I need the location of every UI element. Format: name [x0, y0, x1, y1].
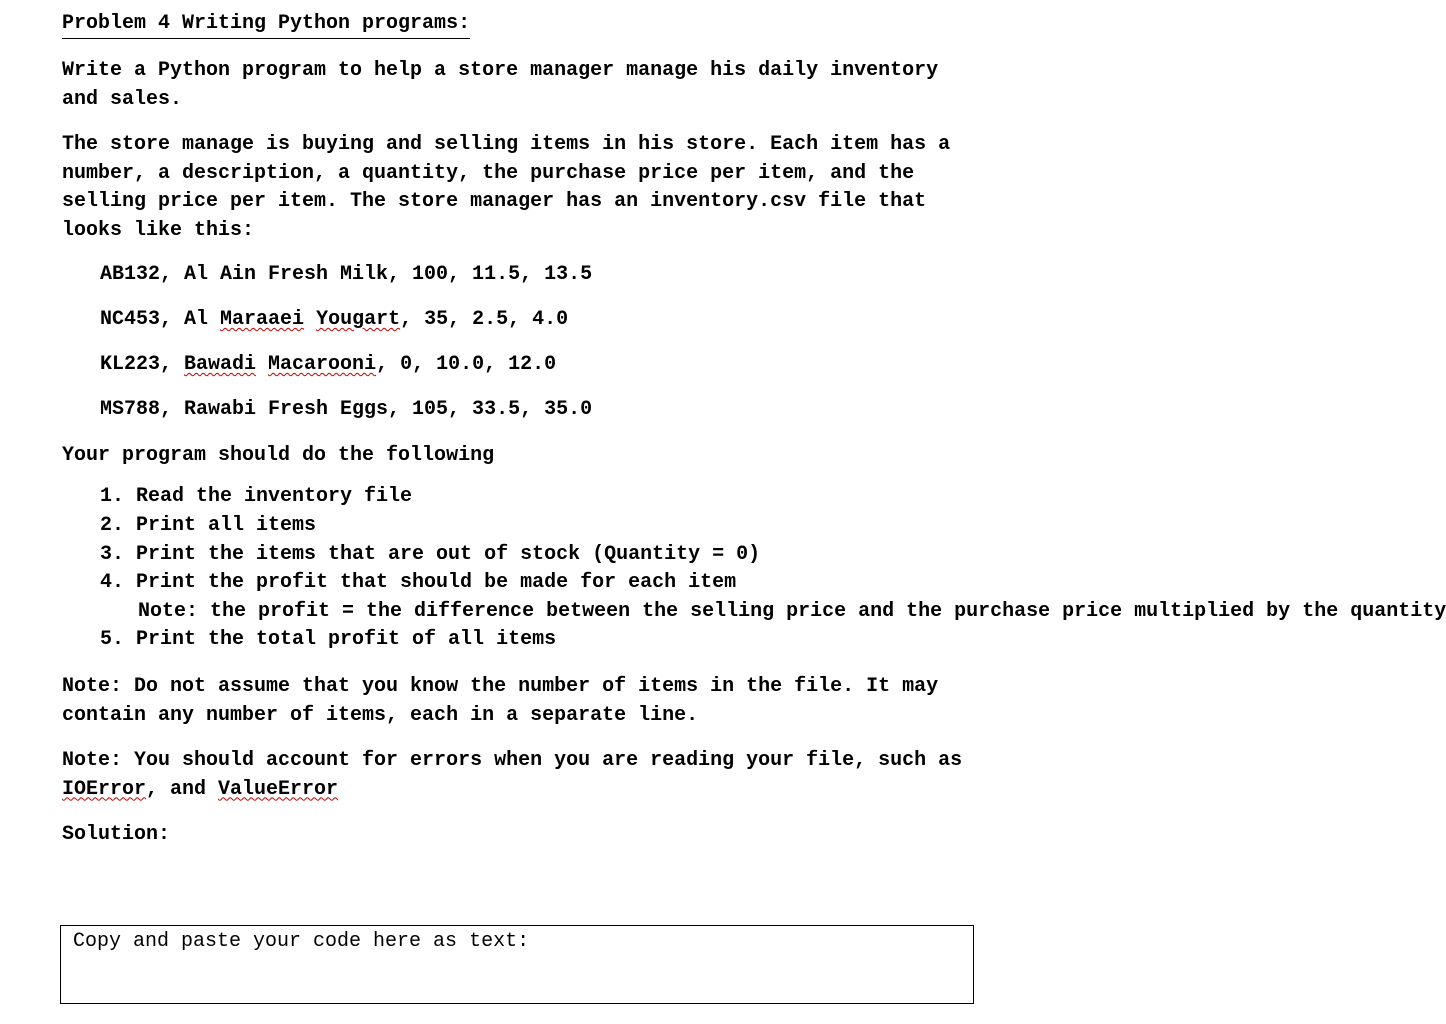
code-box-placeholder: Copy and paste your code here as text:	[73, 930, 530, 953]
problem-document	[62, 10, 1446, 850]
note-text: Note: You should account for errors when you are reading your file, such as	[62, 749, 975, 773]
inventory-record	[100, 306, 982, 334]
record-text	[256, 353, 268, 376]
step-note	[100, 598, 1446, 627]
page-title: Problem 4 Writing Python programs:	[62, 10, 470, 39]
record-text: AB132, Al Ain Fresh Milk, 100, 11.5, 13.5	[100, 262, 593, 286]
inventory-sample	[100, 261, 982, 425]
steps-intro: Your program should do the following	[62, 443, 495, 467]
spellcheck-word: Yougart	[316, 307, 401, 331]
intro-paragraph: Write a Python program to help a store manager manage his daily inventory and sales.	[62, 59, 951, 111]
step-item: 3. Print the items that are out of stock (Quantity = 0)	[100, 542, 761, 566]
step-item: 2. Print all items	[100, 513, 317, 537]
solution-label: Solution:	[62, 823, 171, 847]
spellcheck-word: ValueError	[218, 777, 339, 801]
record-text	[304, 308, 316, 331]
record-text: , 35, 2.5, 4.0	[400, 307, 569, 331]
description-paragraph: The store manage is buying and selling items in his store. Each item has a number, a description, a quantity, the purchase price per item, and the selling price per item. The store manager has an inventory.csv file that looks like this:	[62, 133, 963, 242]
note-text: , and	[146, 777, 219, 801]
inventory-record	[100, 396, 982, 424]
record-text: KL223,	[100, 353, 185, 377]
step-note-text: Note: the profit = the difference between the selling price and the purchase price multiplied by the quantity	[138, 599, 1446, 623]
step-item: 5. Print the total profit of all items	[100, 628, 557, 652]
spellcheck-word: IOError	[62, 777, 147, 801]
note-errors	[62, 747, 982, 804]
inventory-record	[100, 261, 982, 289]
spellcheck-word: Bawadi	[184, 353, 257, 377]
step-item: 4. Print the profit that should be made for each item	[100, 571, 737, 595]
code-answer-box[interactable]	[60, 925, 974, 1004]
inventory-record	[100, 351, 982, 379]
step-item: 1. Read the inventory file	[100, 485, 413, 509]
spellcheck-word: Macarooni	[268, 353, 377, 377]
record-text: MS788, Rawabi Fresh Eggs, 105, 33.5, 35.0	[100, 398, 593, 422]
record-text: , 0, 10.0, 12.0	[376, 353, 557, 377]
spellcheck-word: Maraaei	[220, 307, 305, 331]
steps-list	[62, 483, 1446, 655]
record-text: NC453, Al	[100, 307, 221, 331]
note-item-count: Note: Do not assume that you know the number of items in the file. It may contain any number of items, each in a separate line.	[62, 674, 951, 727]
